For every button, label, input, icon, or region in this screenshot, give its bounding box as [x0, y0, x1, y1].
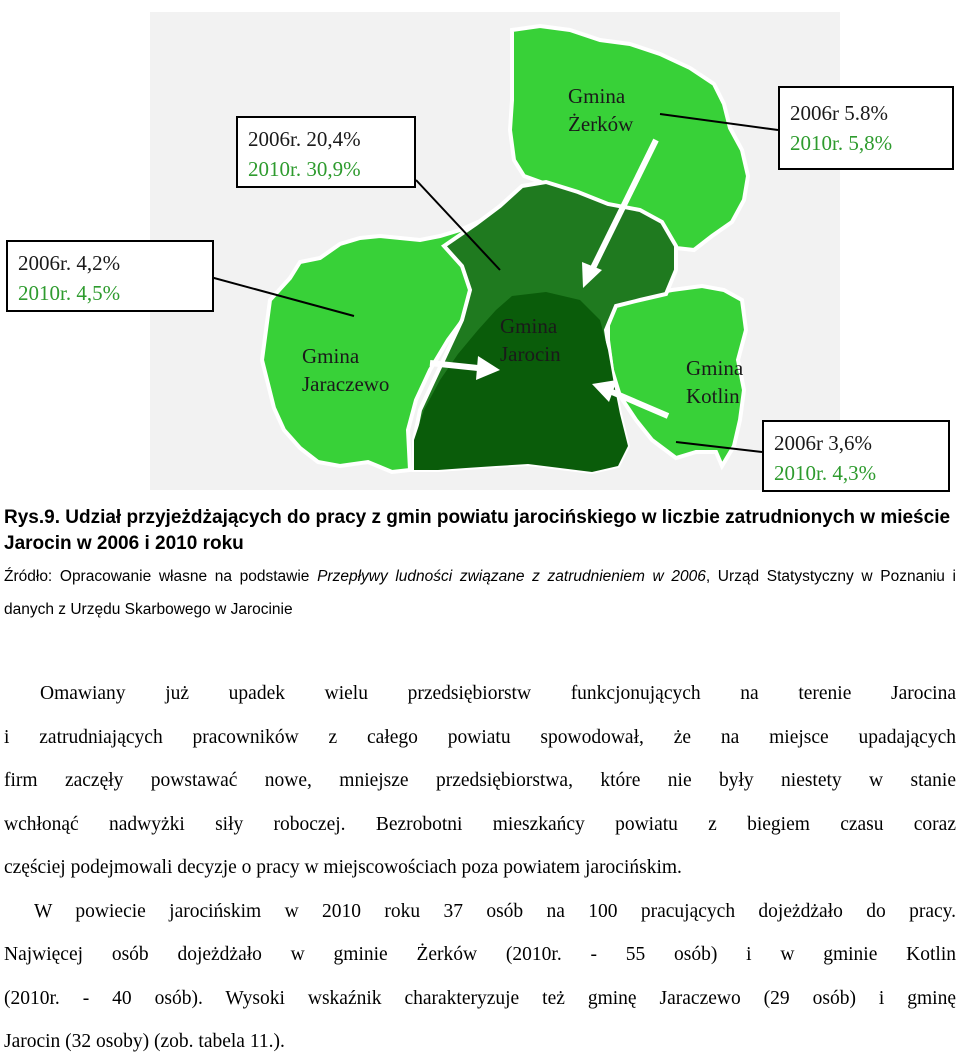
label-kotlin-line2: Kotlin: [686, 384, 740, 408]
label-jaraczewo-line1: Gmina: [302, 344, 360, 368]
label-gmina-kotlin: [686, 354, 743, 410]
stat-box-jarocin: [236, 116, 416, 188]
label-gmina-jarocin: [500, 312, 561, 368]
stat-jaraczewo-2010: 2010r. 4,5%: [18, 281, 121, 305]
stat-jaraczewo-2006: 2006r. 4,2%: [18, 251, 121, 275]
body-line: (2010r. - 40 osób). Wysoki wskaźnik charakteryzuje też gminę Jaraczewo (29 osób) i gminę: [4, 987, 956, 1009]
stat-zerkow-2006: 2006r 5.8%: [790, 101, 888, 125]
label-kotlin-line1: Gmina: [686, 356, 744, 380]
stat-box-kotlin: [762, 420, 950, 492]
body-line: Omawiany już upadek wielu przedsiębiorstw funkcjonujących na terenie Jarocina: [40, 683, 956, 704]
stat-jarocin-2010: 2010r. 30,9%: [248, 157, 361, 181]
body-line: W powiecie jarocińskim w 2010 roku 37 osób na 100 pracujących dojeżdżało do pracy.: [34, 900, 956, 922]
figure-source: [4, 560, 956, 626]
label-jaraczewo-line2: Jaraczewo: [302, 372, 390, 396]
body-line: firm zaczęły powstawać nowe, mniejsze przedsiębiorstwa, które nie były niestety w stanie: [4, 770, 956, 791]
label-jarocin-line2: Jarocin: [500, 342, 561, 366]
map-figure: [0, 0, 960, 500]
label-gmina-zerkow: [568, 82, 633, 138]
label-zerkow-line1: Gmina: [568, 84, 626, 108]
source-prefix: Źródło: Opracowanie własne na podstawie: [4, 568, 318, 585]
stat-box-zerkow: [778, 86, 954, 170]
stat-jarocin-2006: 2006r. 20,4%: [248, 127, 361, 151]
stat-kotlin-2006: 2006r 3,6%: [774, 431, 872, 455]
source-title: Przepływy ludności związane z zatrudnieniem w 2006: [317, 568, 706, 585]
label-gmina-jaraczewo: [302, 342, 389, 398]
stat-kotlin-2010: 2010r. 4,3%: [774, 461, 877, 485]
stat-box-jaraczewo: [6, 240, 214, 312]
body-line: wchłonąć nadwyżki siły roboczej. Bezrobotni mieszkańcy powiatu z biegiem czasu coraz: [4, 813, 956, 835]
label-zerkow-line2: Żerków: [568, 112, 634, 136]
stat-zerkow-2010: 2010r. 5,8%: [790, 131, 893, 155]
label-jarocin-line1: Gmina: [500, 314, 558, 338]
body-line: Jarocin (32 osoby) (zob. tabela 11.).: [4, 1031, 285, 1052]
body-line: Najwięcej osób dojeżdżało w gminie Żerków (2010r. - 55 osób) i w gminie Kotlin: [4, 944, 956, 965]
figure-caption-title: Rys.9. Udział przyjeżdżających do pracy z gmin powiatu jarocińskiego w liczbie zatrudnionych w mieście Jarocin w 2006 i 2010 roku: [4, 507, 951, 554]
source-suffix: , Urząd Statystyczny w Poznaniu i danych z Urzędu Skarbowego w Jarocinie: [4, 568, 956, 618]
body-line: i zatrudniających pracowników z całego powiatu spowodował, że na miejsce upadających: [4, 726, 956, 748]
body-text: [4, 672, 956, 1064]
body-line: częściej podejmowali decyzje o pracy w miejscowościach poza powiatem jarocińskim.: [4, 857, 682, 878]
